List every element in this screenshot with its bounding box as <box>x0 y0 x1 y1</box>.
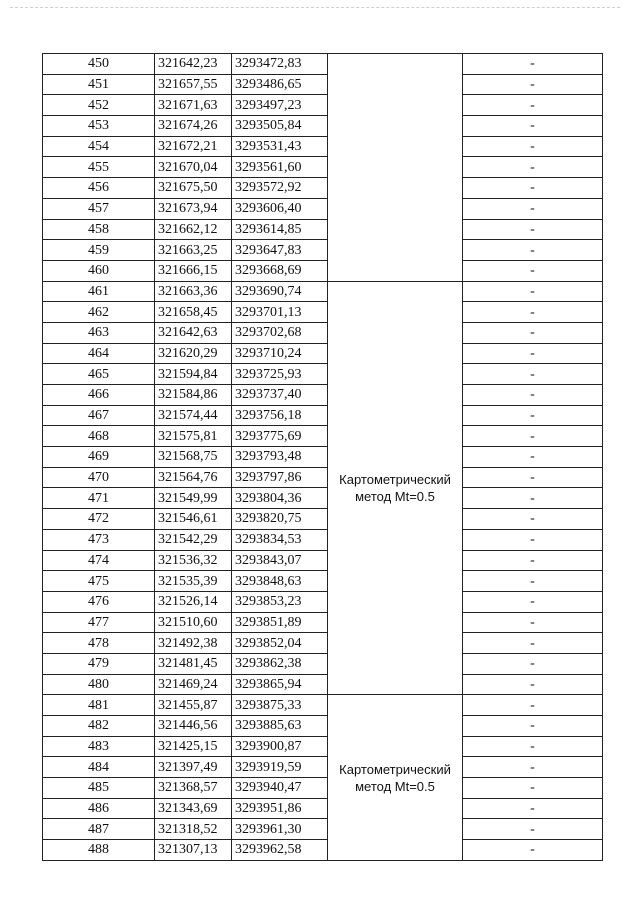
point-number-cell: 483 <box>43 736 155 757</box>
accuracy-dash-cell: - <box>463 178 603 199</box>
point-number-cell: 466 <box>43 385 155 406</box>
point-number-cell: 467 <box>43 405 155 426</box>
x-coordinate-cell: 321657,55 <box>155 74 232 95</box>
accuracy-dash-cell: - <box>463 74 603 95</box>
accuracy-dash-cell: - <box>463 136 603 157</box>
accuracy-dash-cell: - <box>463 550 603 571</box>
accuracy-dash-cell: - <box>463 695 603 716</box>
accuracy-dash-cell: - <box>463 757 603 778</box>
method-cell <box>328 54 463 282</box>
method-text: Картометрический <box>339 471 451 487</box>
table-row <box>43 260 603 281</box>
table-row <box>43 736 603 757</box>
accuracy-dash-cell: - <box>463 633 603 654</box>
x-coordinate-cell: 321549,99 <box>155 488 232 509</box>
accuracy-dash-cell: - <box>463 653 603 674</box>
y-coordinate-cell: 3293804,36 <box>232 488 328 509</box>
accuracy-dash-cell: - <box>463 798 603 819</box>
x-coordinate-cell: 321535,39 <box>155 571 232 592</box>
x-coordinate-cell: 321397,49 <box>155 757 232 778</box>
accuracy-dash-cell: - <box>463 343 603 364</box>
point-number-cell: 481 <box>43 695 155 716</box>
table-row <box>43 116 603 137</box>
y-coordinate-cell: 3293710,24 <box>232 343 328 364</box>
x-coordinate-cell: 321672,21 <box>155 136 232 157</box>
point-number-cell: 488 <box>43 840 155 861</box>
x-coordinate-cell: 321455,87 <box>155 695 232 716</box>
point-number-cell: 456 <box>43 178 155 199</box>
accuracy-dash-cell: - <box>463 240 603 261</box>
point-number-cell: 471 <box>43 488 155 509</box>
x-coordinate-cell: 321446,56 <box>155 716 232 737</box>
point-number-cell: 459 <box>43 240 155 261</box>
x-coordinate-cell: 321662,12 <box>155 219 232 240</box>
table-row <box>43 426 603 447</box>
y-coordinate-cell: 3293919,59 <box>232 757 328 778</box>
accuracy-dash-cell: - <box>463 716 603 737</box>
accuracy-dash-cell: - <box>463 736 603 757</box>
coordinates-table <box>42 53 603 861</box>
point-number-cell: 461 <box>43 281 155 302</box>
point-number-cell: 464 <box>43 343 155 364</box>
accuracy-dash-cell: - <box>463 426 603 447</box>
table-row <box>43 281 603 302</box>
y-coordinate-cell: 3293851,89 <box>232 612 328 633</box>
table-row <box>43 343 603 364</box>
table-row <box>43 302 603 323</box>
point-number-cell: 474 <box>43 550 155 571</box>
x-coordinate-cell: 321675,50 <box>155 178 232 199</box>
point-number-cell: 475 <box>43 571 155 592</box>
table-row <box>43 178 603 199</box>
table-row <box>43 757 603 778</box>
point-number-cell: 484 <box>43 757 155 778</box>
table-row <box>43 488 603 509</box>
x-coordinate-cell: 321526,14 <box>155 591 232 612</box>
accuracy-dash-cell: - <box>463 281 603 302</box>
table-row <box>43 633 603 654</box>
x-coordinate-cell: 321594,84 <box>155 364 232 385</box>
table-row <box>43 405 603 426</box>
method-text: Картометрический <box>339 761 451 777</box>
accuracy-dash-cell: - <box>463 591 603 612</box>
table-row <box>43 612 603 633</box>
x-coordinate-cell: 321368,57 <box>155 778 232 799</box>
accuracy-dash-cell: - <box>463 95 603 116</box>
y-coordinate-cell: 3293647,83 <box>232 240 328 261</box>
y-coordinate-cell: 3293756,18 <box>232 405 328 426</box>
x-coordinate-cell: 321318,52 <box>155 819 232 840</box>
x-coordinate-cell: 321673,94 <box>155 198 232 219</box>
method-cell <box>328 695 463 861</box>
point-number-cell: 462 <box>43 302 155 323</box>
table-row <box>43 322 603 343</box>
table-row <box>43 240 603 261</box>
x-coordinate-cell: 321568,75 <box>155 447 232 468</box>
x-coordinate-cell: 321674,26 <box>155 116 232 137</box>
point-number-cell: 451 <box>43 74 155 95</box>
table-row <box>43 467 603 488</box>
point-number-cell: 452 <box>43 95 155 116</box>
x-coordinate-cell: 321536,32 <box>155 550 232 571</box>
accuracy-dash-cell: - <box>463 364 603 385</box>
point-number-cell: 463 <box>43 322 155 343</box>
table-row <box>43 364 603 385</box>
x-coordinate-cell: 321425,15 <box>155 736 232 757</box>
y-coordinate-cell: 3293797,86 <box>232 467 328 488</box>
point-number-cell: 465 <box>43 364 155 385</box>
table-row <box>43 136 603 157</box>
x-coordinate-cell: 321663,36 <box>155 281 232 302</box>
point-number-cell: 473 <box>43 529 155 550</box>
table-row <box>43 674 603 695</box>
y-coordinate-cell: 3293737,40 <box>232 385 328 406</box>
accuracy-dash-cell: - <box>463 260 603 281</box>
accuracy-dash-cell: - <box>463 385 603 406</box>
point-number-cell: 478 <box>43 633 155 654</box>
accuracy-dash-cell: - <box>463 819 603 840</box>
accuracy-dash-cell: - <box>463 198 603 219</box>
x-coordinate-cell: 321343,69 <box>155 798 232 819</box>
point-number-cell: 455 <box>43 157 155 178</box>
x-coordinate-cell: 321642,23 <box>155 54 232 75</box>
point-number-cell: 454 <box>43 136 155 157</box>
point-number-cell: 453 <box>43 116 155 137</box>
method-cell <box>328 281 463 695</box>
x-coordinate-cell: 321481,45 <box>155 653 232 674</box>
point-number-cell: 458 <box>43 219 155 240</box>
table-row <box>43 798 603 819</box>
table-row <box>43 550 603 571</box>
x-coordinate-cell: 321546,61 <box>155 509 232 530</box>
point-number-cell: 468 <box>43 426 155 447</box>
y-coordinate-cell: 3293561,60 <box>232 157 328 178</box>
y-coordinate-cell: 3293497,23 <box>232 95 328 116</box>
x-coordinate-cell: 321574,44 <box>155 405 232 426</box>
point-number-cell: 482 <box>43 716 155 737</box>
accuracy-dash-cell: - <box>463 778 603 799</box>
x-coordinate-cell: 321307,13 <box>155 840 232 861</box>
table-row <box>43 54 603 75</box>
table-row <box>43 385 603 406</box>
accuracy-dash-cell: - <box>463 219 603 240</box>
table-row <box>43 447 603 468</box>
x-coordinate-cell: 321658,45 <box>155 302 232 323</box>
y-coordinate-cell: 3293951,86 <box>232 798 328 819</box>
y-coordinate-cell: 3293702,68 <box>232 322 328 343</box>
table-row <box>43 529 603 550</box>
y-coordinate-cell: 3293472,83 <box>232 54 328 75</box>
point-number-cell: 486 <box>43 798 155 819</box>
accuracy-dash-cell: - <box>463 529 603 550</box>
x-coordinate-cell: 321666,15 <box>155 260 232 281</box>
x-coordinate-cell: 321564,76 <box>155 467 232 488</box>
accuracy-dash-cell: - <box>463 157 603 178</box>
table-row <box>43 157 603 178</box>
table-row <box>43 716 603 737</box>
y-coordinate-cell: 3293865,94 <box>232 674 328 695</box>
point-number-cell: 485 <box>43 778 155 799</box>
accuracy-dash-cell: - <box>463 488 603 509</box>
accuracy-dash-cell: - <box>463 302 603 323</box>
y-coordinate-cell: 3293834,53 <box>232 529 328 550</box>
y-coordinate-cell: 3293531,43 <box>232 136 328 157</box>
point-number-cell: 487 <box>43 819 155 840</box>
scan-top-edge <box>10 7 620 8</box>
y-coordinate-cell: 3293690,74 <box>232 281 328 302</box>
y-coordinate-cell: 3293775,69 <box>232 426 328 447</box>
point-number-cell: 472 <box>43 509 155 530</box>
x-coordinate-cell: 321671,63 <box>155 95 232 116</box>
y-coordinate-cell: 3293961,30 <box>232 819 328 840</box>
accuracy-dash-cell: - <box>463 405 603 426</box>
point-number-cell: 480 <box>43 674 155 695</box>
y-coordinate-cell: 3293848,63 <box>232 571 328 592</box>
y-coordinate-cell: 3293614,85 <box>232 219 328 240</box>
accuracy-dash-cell: - <box>463 674 603 695</box>
y-coordinate-cell: 3293900,87 <box>232 736 328 757</box>
x-coordinate-cell: 321663,25 <box>155 240 232 261</box>
accuracy-dash-cell: - <box>463 54 603 75</box>
accuracy-dash-cell: - <box>463 467 603 488</box>
accuracy-dash-cell: - <box>463 447 603 468</box>
x-coordinate-cell: 321575,81 <box>155 426 232 447</box>
table-row <box>43 509 603 530</box>
y-coordinate-cell: 3293505,84 <box>232 116 328 137</box>
point-number-cell: 479 <box>43 653 155 674</box>
table-row <box>43 653 603 674</box>
table-row <box>43 571 603 592</box>
x-coordinate-cell: 321469,24 <box>155 674 232 695</box>
table-row <box>43 695 603 716</box>
accuracy-dash-cell: - <box>463 571 603 592</box>
point-number-cell: 457 <box>43 198 155 219</box>
y-coordinate-cell: 3293793,48 <box>232 447 328 468</box>
method-text: метод Mt=0.5 <box>355 778 435 794</box>
table-row <box>43 74 603 95</box>
y-coordinate-cell: 3293606,40 <box>232 198 328 219</box>
y-coordinate-cell: 3293701,13 <box>232 302 328 323</box>
x-coordinate-cell: 321542,29 <box>155 529 232 550</box>
point-number-cell: 469 <box>43 447 155 468</box>
x-coordinate-cell: 321620,29 <box>155 343 232 364</box>
table-row <box>43 591 603 612</box>
table-row <box>43 819 603 840</box>
accuracy-dash-cell: - <box>463 840 603 861</box>
y-coordinate-cell: 3293843,07 <box>232 550 328 571</box>
point-number-cell: 450 <box>43 54 155 75</box>
accuracy-dash-cell: - <box>463 322 603 343</box>
y-coordinate-cell: 3293885,63 <box>232 716 328 737</box>
accuracy-dash-cell: - <box>463 509 603 530</box>
x-coordinate-cell: 321670,04 <box>155 157 232 178</box>
table-row <box>43 198 603 219</box>
x-coordinate-cell: 321492,38 <box>155 633 232 654</box>
y-coordinate-cell: 3293820,75 <box>232 509 328 530</box>
point-number-cell: 476 <box>43 591 155 612</box>
table-row <box>43 95 603 116</box>
x-coordinate-cell: 321510,60 <box>155 612 232 633</box>
y-coordinate-cell: 3293725,93 <box>232 364 328 385</box>
y-coordinate-cell: 3293486,65 <box>232 74 328 95</box>
y-coordinate-cell: 3293572,92 <box>232 178 328 199</box>
x-coordinate-cell: 321642,63 <box>155 322 232 343</box>
method-text: метод Mt=0.5 <box>355 488 435 504</box>
y-coordinate-cell: 3293940,47 <box>232 778 328 799</box>
point-number-cell: 470 <box>43 467 155 488</box>
y-coordinate-cell: 3293668,69 <box>232 260 328 281</box>
table-row <box>43 840 603 861</box>
y-coordinate-cell: 3293853,23 <box>232 591 328 612</box>
point-number-cell: 477 <box>43 612 155 633</box>
y-coordinate-cell: 3293875,33 <box>232 695 328 716</box>
y-coordinate-cell: 3293862,38 <box>232 653 328 674</box>
x-coordinate-cell: 321584,86 <box>155 385 232 406</box>
accuracy-dash-cell: - <box>463 116 603 137</box>
y-coordinate-cell: 3293852,04 <box>232 633 328 654</box>
y-coordinate-cell: 3293962,58 <box>232 840 328 861</box>
table-row <box>43 219 603 240</box>
accuracy-dash-cell: - <box>463 612 603 633</box>
point-number-cell: 460 <box>43 260 155 281</box>
table-row <box>43 778 603 799</box>
